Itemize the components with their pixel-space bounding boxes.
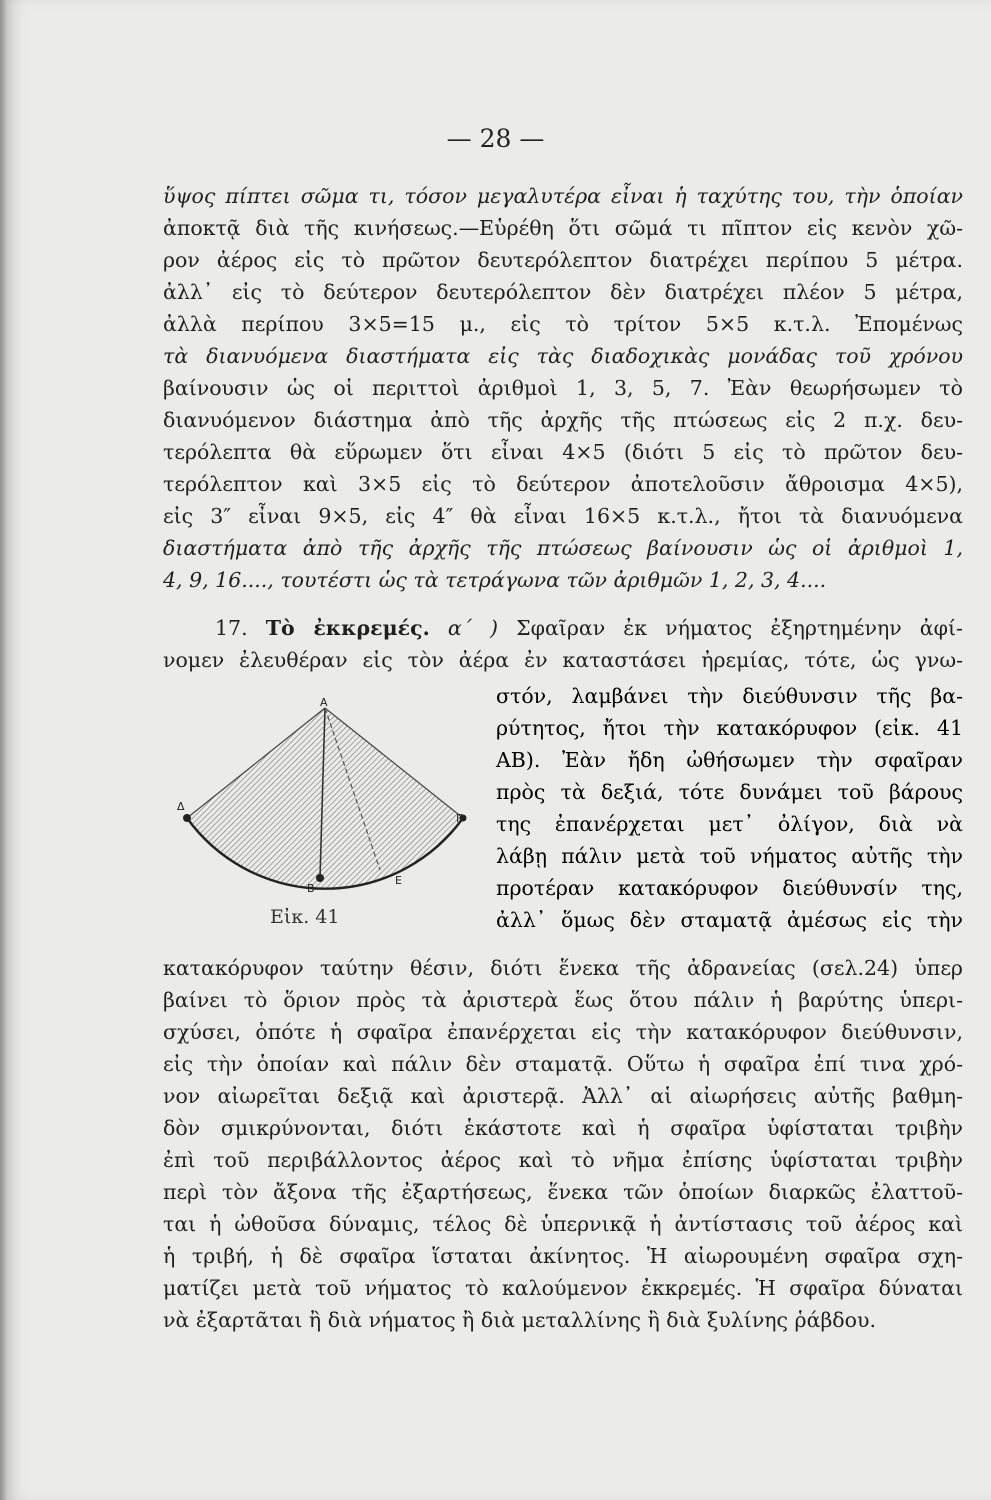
text-line: πρὸς τὰ δεξιά, τότε δυνάμει τοῦ βάρους: [496, 780, 963, 804]
pendulum-figure: [175, 694, 475, 942]
text-line: στόν, λαμβάνει τὴν διεύθυνσιν τῆς βα-: [496, 684, 963, 708]
text-line: διαστήματα ἀπὸ τῆς ἀρχῆς τῆς πτώσεως βαίνουσιν ὡς οἱ ἀριθμοὶ 1,: [163, 536, 963, 560]
text-line: 4, 9, 16...., τουτέστι ὡς τὰ τετράγωνα τῶν ἀριθμῶν 1, 2, 3, 4....: [163, 568, 827, 592]
text-line: ται ἡ ὠθοῦσα δύναμις, τέλος δὲ ὑπερνικᾷ ἡ ἀντίστασις τοῦ ἀέρος καὶ: [163, 1212, 963, 1236]
text-line: ἀλλ᾽ ὅμως δὲν σταματᾷ ἀμέσως εἰς τὴν: [496, 908, 963, 932]
label-right: Γ: [456, 812, 463, 825]
text-line: βαίνει τὸ ὅριον πρὸς τὰ ἀριστερὰ ἕως ὅτου πάλιν ἡ βαρύτης ὑπερι-: [163, 988, 963, 1012]
text-line: λάβῃ πάλιν μετὰ τοῦ νήματος αὐτῆς τὴν: [496, 844, 963, 868]
text-line: εἰς 3″ εἶναι 9×5, εἰς 4″ θὰ εἶναι 16×5 κ.τ.λ., ἤτοι τὰ διανυόμενα: [163, 504, 963, 528]
text-line: ὕψος πίπτει σῶμα τι, τόσον μεγαλυτέρα εἶναι ἡ ταχύτης του, τὴν ὁποίαν: [163, 184, 963, 208]
text-line: δὸν σμικρύνονται, διότι ἑκάστοτε καὶ ἡ σφαῖρα ὑφίσταται τριβὴν: [163, 1116, 963, 1140]
figure-caption: Εἰκ. 41: [270, 906, 340, 928]
page-number: — 28 —: [446, 124, 545, 153]
text-line: ἀλλ᾽ εἰς τὸ δεύτερον δευτερόλεπτον δὲν διατρέχει πλέον 5 μέτρα,: [163, 280, 963, 304]
text-line: της ἐπανέρχεται μετ᾽ ὀλίγον, διὰ νὰ: [496, 812, 963, 836]
text-line: ἐπὶ τοῦ περιβάλλοντος ἀέρος καὶ τὸ νῆμα ἐπίσης ὑφίσταται τριβὴν: [163, 1148, 963, 1172]
section-first-line: Σφαῖραν ἐκ νήματος ἐξηρτημένην ἀφί-: [516, 616, 963, 640]
label-bottom-right: Ε: [395, 874, 402, 887]
paragraph-pendulum: [163, 952, 963, 1336]
section-number: 17.: [215, 616, 248, 640]
label-top: Α: [320, 696, 328, 709]
text-line: νον αἰωρεῖται δεξιᾷ καὶ ἀριστερᾷ. Ἀλλ᾽ αἱ αἰωρήσεις αὐτῆς βαθμη-: [163, 1084, 963, 1108]
text-line: ἀλλὰ περίπου 3×5=15 μ., εἰς τὸ τρίτον 5×5 κ.τ.λ. Ἐπομένως: [163, 312, 963, 336]
text-line: εἰς τὴν ὁποίαν καὶ πάλιν δὲν σταματᾷ. Οὕτω ἡ σφαῖρα ἐπί τινα χρό-: [163, 1052, 963, 1076]
label-bottom: Β: [307, 882, 315, 895]
paragraph-free-fall: [163, 180, 963, 596]
section-pendulum: [163, 612, 963, 676]
text-line: τὰ διανυόμενα διαστήματα εἰς τὰς διαδοχικὰς μονάδας τοῦ χρόνου: [163, 344, 963, 368]
label-left: Δ: [177, 800, 185, 813]
text-line: ματίζει μετὰ τοῦ νήματος τὸ καλούμενον ἐκκρεμές. Ἡ σφαῖρα δύναται: [163, 1276, 963, 1300]
text-line: ἡ τριβή, ἡ δὲ σφαῖρα ἵσταται ἀκίνητος. Ἡ αἰωρουμένη σφαῖρα σχη-: [163, 1244, 963, 1268]
text-line: σχύσει, ὁπότε ἡ σφαῖρα ἐπανέρχεται εἰς τὴν κατακόρυφον διεύθυνσιν,: [163, 1020, 963, 1044]
section-marker: α΄ ): [447, 616, 498, 640]
text-line: ρύτητος, ἤτοι τὴν κατακόρυφον (εἰκ. 41: [496, 716, 963, 740]
text-line: νὰ ἐξαρτᾶται ἢ διὰ νήματος ἢ διὰ μεταλλίνης ἢ διὰ ξυλίνης ῥάβδου.: [163, 1308, 876, 1332]
pendulum-bob-bottom: [316, 874, 324, 882]
text-line: ἀποκτᾷ διὰ τῆς κινήσεως.—Εὑρέθη ὅτι σῶμά τι πῖπτον εἰς κενὸν χῶ-: [163, 216, 963, 240]
figure-wrap-text: [496, 680, 963, 936]
text-line: περὶ τὸν ἄξονα τῆς ἐξαρτήσεως, ἕνεκα τῶν ὁποίων διαρκῶς ἐλαττοῦ-: [163, 1180, 963, 1204]
section-heading: Τὸ ἐκκρεμές.: [265, 616, 430, 640]
text-line: τερόλεπτον καὶ 3×5 εἰς τὸ δεύτερον ἀποτελοῦσιν ἄθροισμα 4×5),: [163, 472, 963, 496]
page-binding-edge: [0, 0, 8, 1500]
text-line: τερόλεπτα θὰ εὕρωμεν ὅτι εἶναι 4×5 (διότι 5 εἰς τὸ πρῶτον δευ-: [163, 440, 963, 464]
text-line: ρον ἀέρος εἰς τὸ πρῶτον δευτερόλεπτον διατρέχει περίπου 5 μέτρα.: [163, 248, 963, 272]
text-line: ΑΒ). Ἐὰν ἤδη ὠθήσωμεν τὴν σφαῖραν: [496, 748, 963, 772]
pendulum-bob-left: [183, 814, 191, 822]
text-line: διανυόμενον διάστημα ἀπὸ τῆς ἀρχῆς τῆς πτώσεως εἰς 2 π.χ. δευ-: [163, 408, 963, 432]
text-line: νομεν ἐλευθέραν εἰς τὸν ἀέρα ἐν καταστάσει ἠρεμίας, τότε, ὡς γνω-: [163, 648, 963, 672]
text-line: προτέραν κατακόρυφον διεύθυνσίν της,: [496, 876, 963, 900]
section-heading-line: [163, 612, 963, 644]
text-line: κατακόρυφον ταύτην θέσιν, διότι ἕνεκα τῆς ἀδρανείας (σελ.24) ὑπερ: [163, 956, 963, 980]
text-line: βαίνουσιν ὡς οἱ περιττοὶ ἀριθμοὶ 1, 3, 5, 7. Ἐὰν θεωρήσωμεν τὸ: [163, 376, 963, 400]
